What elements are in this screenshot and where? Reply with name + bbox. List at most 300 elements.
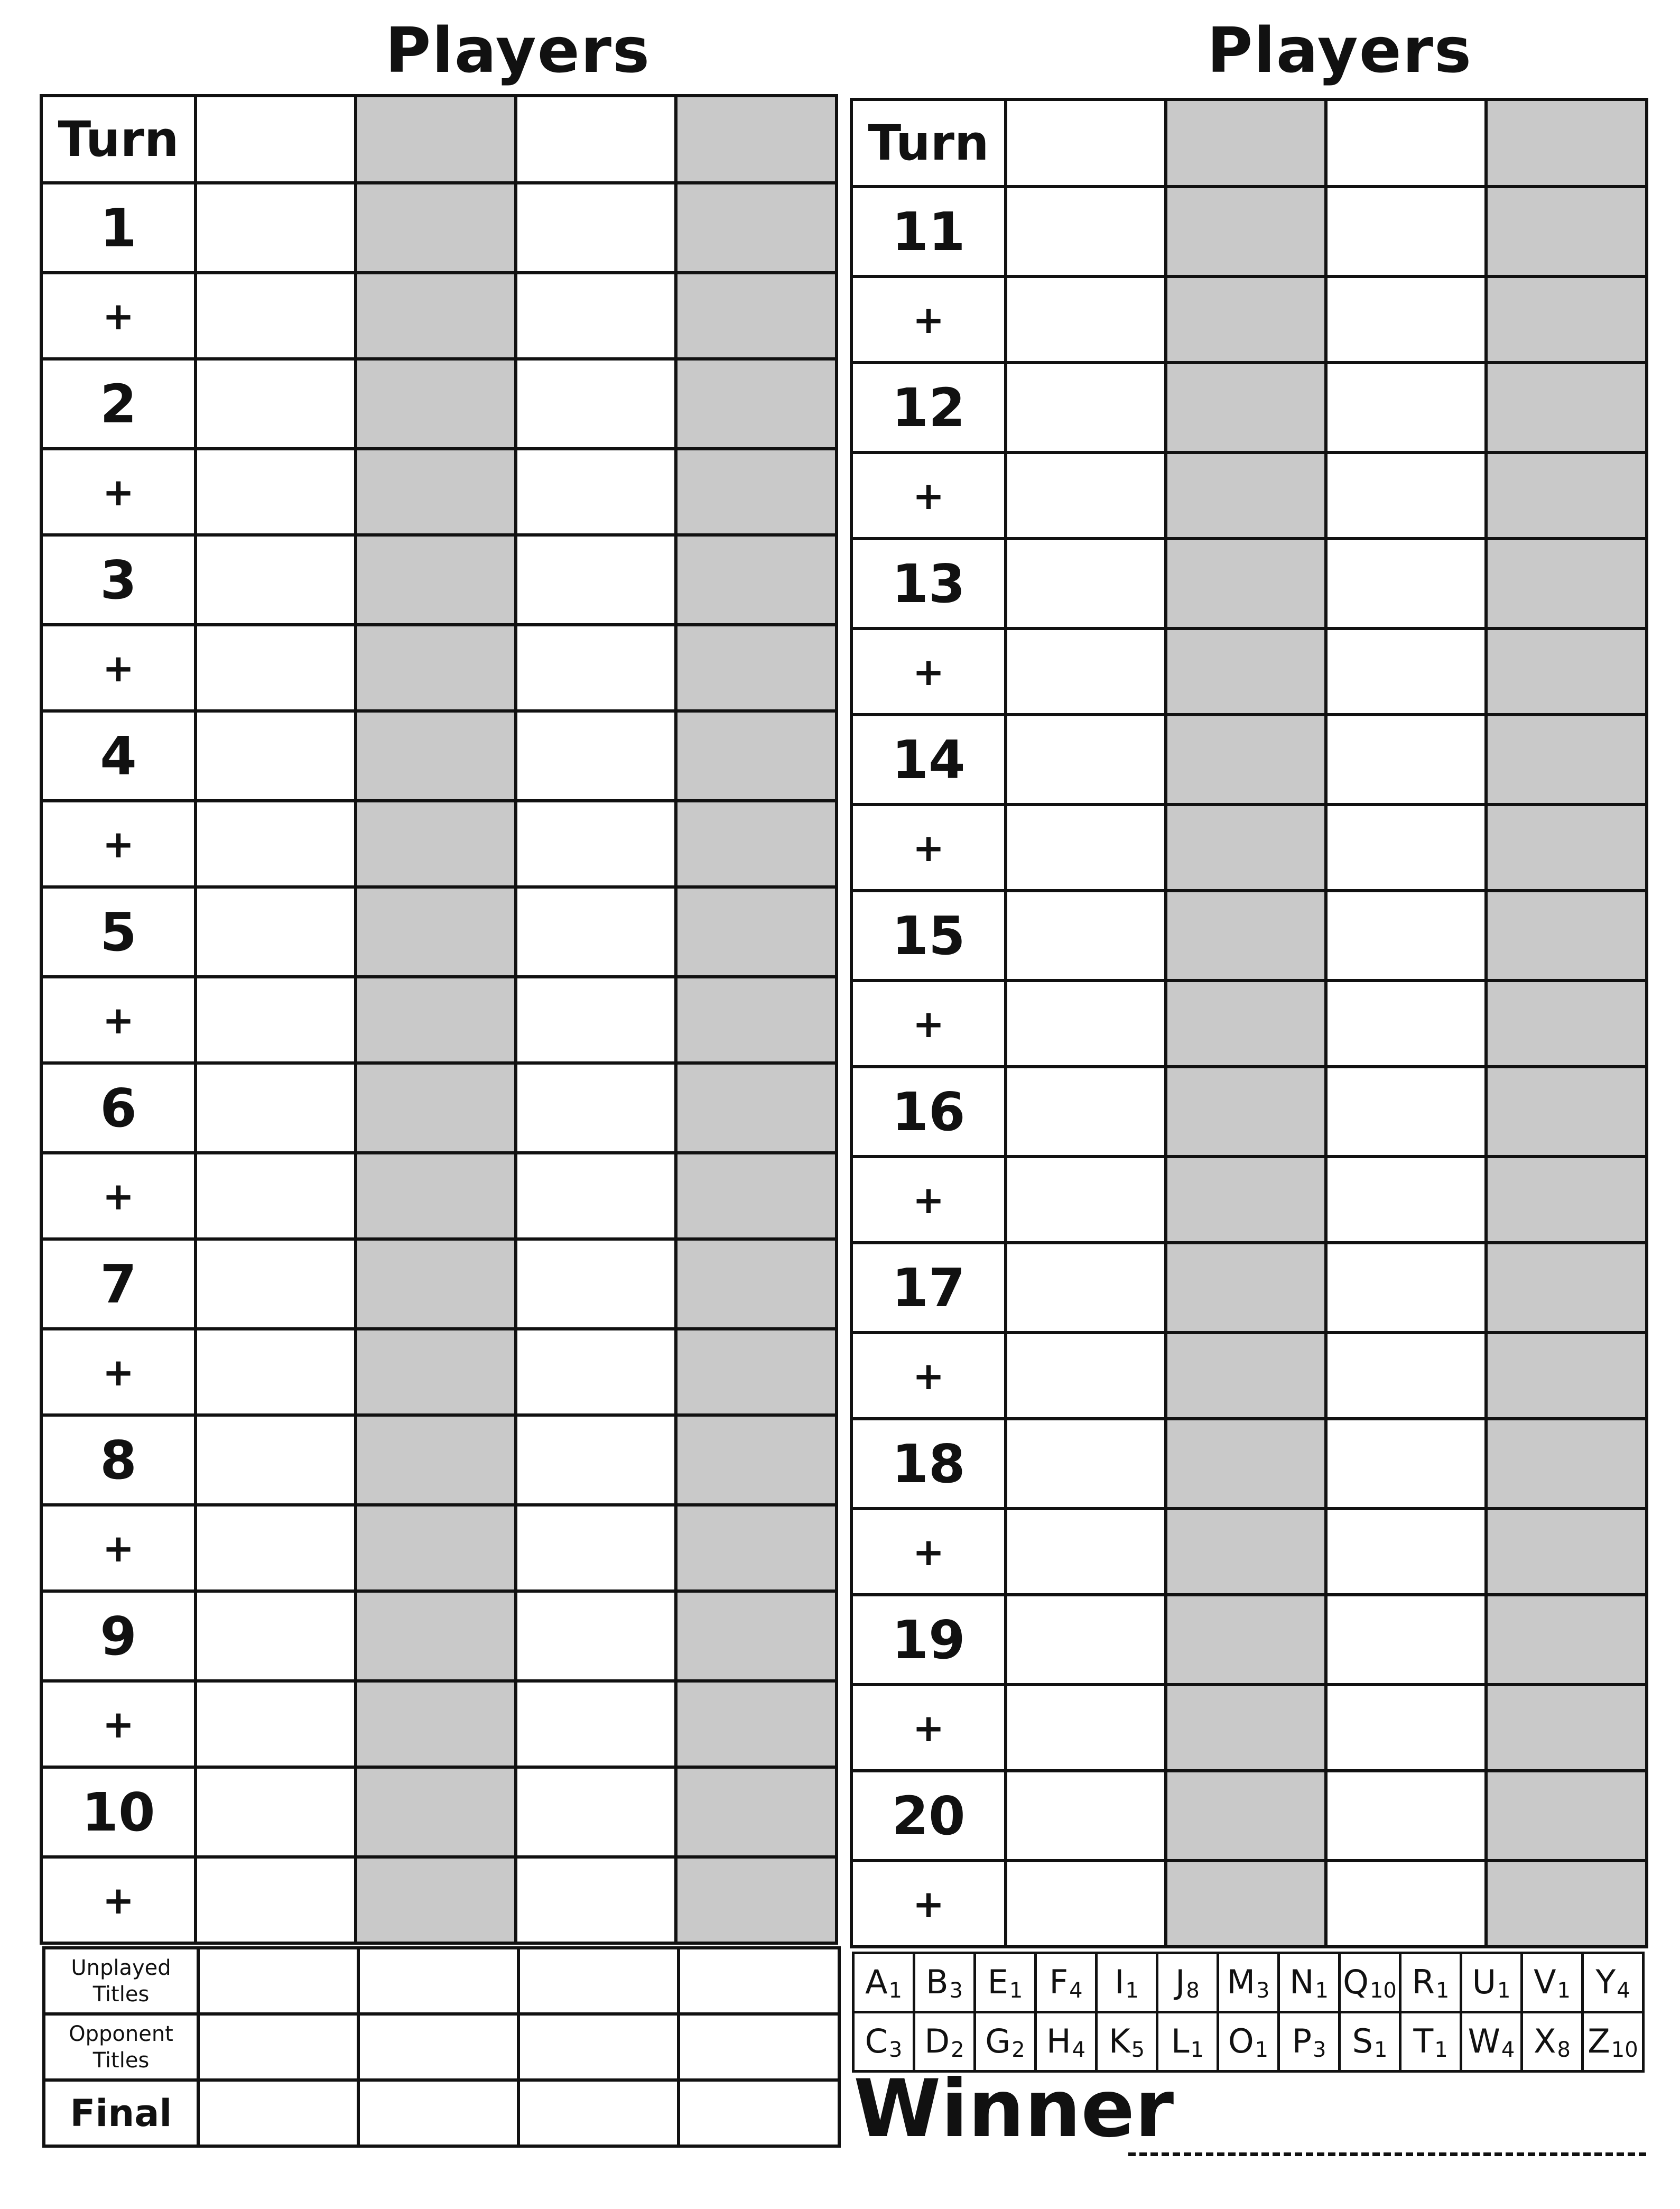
tile-value: 10 — [1611, 2037, 1638, 2062]
tile-letter: U — [1472, 1962, 1496, 2001]
right-score-grid — [850, 98, 1648, 1948]
unplayed-titles-cell-p1[interactable] — [198, 1948, 358, 2014]
left-bonus-row — [41, 801, 837, 887]
left-score-cell-p4[interactable] — [676, 535, 837, 625]
tile-letter: T — [1413, 2021, 1434, 2060]
left-player-name-cell-1[interactable] — [196, 96, 356, 183]
right-turn-cell: 15 — [851, 891, 1006, 981]
right-score-cell-p2[interactable] — [1166, 1419, 1326, 1509]
left-score-cell-p1[interactable] — [196, 711, 356, 801]
left-score-cell-p3[interactable] — [516, 183, 676, 273]
left-score-cell-p1[interactable] — [196, 1767, 356, 1857]
right-player-name-cell-1[interactable] — [1006, 99, 1166, 187]
left-score-cell-p4[interactable] — [676, 1857, 837, 1943]
left-turn-row — [41, 887, 837, 977]
right-score-cell-p2[interactable] — [1166, 1595, 1326, 1685]
left-score-cell-p4[interactable] — [676, 1329, 837, 1415]
left-bonus-row — [41, 1857, 837, 1943]
right-score-cell-p3[interactable] — [1326, 363, 1486, 452]
final-score-row — [44, 2080, 839, 2146]
tile-value: 1 — [1315, 1978, 1329, 2003]
left-score-cell-p3[interactable] — [516, 1505, 676, 1591]
right-score-cell-p3[interactable] — [1326, 452, 1486, 539]
right-score-cell-p4[interactable] — [1486, 187, 1647, 276]
right-score-cell-p3[interactable] — [1326, 1157, 1486, 1243]
final-score-cell-p1[interactable] — [198, 2080, 358, 2146]
left-score-cell-p4[interactable] — [676, 977, 837, 1063]
tile-letter: V — [1534, 1962, 1556, 2001]
right-turn-cell: + — [851, 276, 1006, 363]
right-score-cell-p2[interactable] — [1166, 1509, 1326, 1595]
left-score-cell-p2[interactable] — [356, 1505, 516, 1591]
left-score-cell-p4[interactable] — [676, 801, 837, 887]
tile-letter: K — [1108, 2021, 1130, 2060]
left-score-cell-p2[interactable] — [356, 625, 516, 711]
left-score-cell-p3[interactable] — [516, 801, 676, 887]
right-score-cell-p1[interactable] — [1006, 1157, 1166, 1243]
right-score-cell-p4[interactable] — [1486, 805, 1647, 891]
left-score-cell-p4[interactable] — [676, 273, 837, 359]
opponent-titles-label-line: Opponent — [69, 2021, 173, 2046]
right-score-cell-p2[interactable] — [1166, 276, 1326, 363]
left-score-cell-p4[interactable] — [676, 1591, 837, 1681]
right-score-cell-p1[interactable] — [1006, 805, 1166, 891]
unplayed-titles-cell-p3[interactable] — [518, 1948, 679, 2014]
right-score-cell-p2[interactable] — [1166, 981, 1326, 1067]
left-turn-cell: 2 — [41, 359, 196, 449]
left-score-cell-p3[interactable] — [516, 887, 676, 977]
right-score-cell-p4[interactable] — [1486, 981, 1647, 1067]
right-score-cell-p2[interactable] — [1166, 452, 1326, 539]
left-score-cell-p2[interactable] — [356, 1857, 516, 1943]
left-score-cell-p2[interactable] — [356, 1415, 516, 1505]
left-turn-cell: + — [41, 1153, 196, 1239]
left-score-cell-p3[interactable] — [516, 711, 676, 801]
tile-value: 1 — [1435, 1978, 1450, 2003]
right-score-cell-p1[interactable] — [1006, 363, 1166, 452]
right-score-cell-p3[interactable] — [1326, 1771, 1486, 1861]
tile-value: 2 — [1011, 2037, 1025, 2062]
left-turn-cell: 10 — [41, 1767, 196, 1857]
right-score-cell-p3[interactable] — [1326, 1419, 1486, 1509]
right-score-cell-p1[interactable] — [1006, 1861, 1166, 1947]
left-score-cell-p1[interactable] — [196, 801, 356, 887]
right-score-cell-p3[interactable] — [1326, 891, 1486, 981]
opponent-titles-label-line: Titles — [92, 2048, 150, 2073]
right-score-cell-p3[interactable] — [1326, 1333, 1486, 1419]
left-score-cell-p4[interactable] — [676, 359, 837, 449]
tile-value: 4 — [1617, 1978, 1630, 2003]
right-bonus-row — [851, 276, 1647, 363]
left-players-heading: Players — [385, 14, 651, 87]
right-score-cell-p4[interactable] — [1486, 1157, 1647, 1243]
right-score-cell-p4[interactable] — [1486, 628, 1647, 715]
right-score-cell-p3[interactable] — [1326, 1685, 1486, 1771]
right-bonus-row — [851, 1861, 1647, 1947]
left-score-cell-p3[interactable] — [516, 1591, 676, 1681]
left-score-cell-p2[interactable] — [356, 711, 516, 801]
tile-letter: Z — [1588, 2021, 1610, 2060]
left-turn-cell: 4 — [41, 711, 196, 801]
left-score-cell-p3[interactable] — [516, 273, 676, 359]
left-bonus-row — [41, 449, 837, 535]
letter-tile — [1522, 2012, 1583, 2072]
summary-grid — [42, 1946, 841, 2148]
right-score-cell-p4[interactable] — [1486, 1509, 1647, 1595]
right-player-name-cell-3[interactable] — [1326, 99, 1486, 187]
right-turn-row — [851, 715, 1647, 805]
tile-value: 3 — [1312, 2037, 1326, 2062]
right-score-cell-p3[interactable] — [1326, 628, 1486, 715]
left-turn-row — [41, 359, 837, 449]
right-score-cell-p2[interactable] — [1166, 187, 1326, 276]
tile-letter: Q — [1343, 1962, 1369, 2001]
tile-value: 1 — [1255, 2037, 1269, 2062]
tile-value: 8 — [1186, 1978, 1200, 2003]
final-score-label-line: Final — [70, 2091, 172, 2135]
final-score-cell-p3[interactable] — [518, 2080, 679, 2146]
tile-value: 1 — [1125, 1978, 1139, 2003]
left-score-cell-p2[interactable] — [356, 273, 516, 359]
left-score-cell-p4[interactable] — [676, 1153, 837, 1239]
left-score-cell-p1[interactable] — [196, 625, 356, 711]
right-score-cell-p4[interactable] — [1486, 1419, 1647, 1509]
tile-letter: X — [1534, 2021, 1556, 2060]
left-score-cell-p3[interactable] — [516, 1857, 676, 1943]
opponent-titles-cell-p3[interactable] — [518, 2014, 679, 2080]
opponent-titles-label — [44, 2014, 198, 2080]
left-score-cell-p3[interactable] — [516, 977, 676, 1063]
left-turn-cell: + — [41, 625, 196, 711]
right-score-cell-p2[interactable] — [1166, 363, 1326, 452]
opponent-titles-cell-p2[interactable] — [358, 2014, 518, 2080]
left-score-cell-p4[interactable] — [676, 1681, 837, 1767]
left-score-cell-p2[interactable] — [356, 977, 516, 1063]
left-score-cell-p4[interactable] — [676, 1239, 837, 1329]
right-score-cell-p2[interactable] — [1166, 891, 1326, 981]
letter-tile — [1340, 2012, 1400, 2072]
right-score-cell-p3[interactable] — [1326, 539, 1486, 628]
right-turn-row — [851, 363, 1647, 452]
left-score-cell-p4[interactable] — [676, 887, 837, 977]
left-score-cell-p1[interactable] — [196, 1063, 356, 1153]
tile-letter: D — [924, 2021, 950, 2060]
right-score-cell-p4[interactable] — [1486, 1243, 1647, 1333]
right-score-cell-p1[interactable] — [1006, 276, 1166, 363]
right-score-cell-p3[interactable] — [1326, 276, 1486, 363]
letter-values-row1 — [853, 1953, 1644, 2012]
left-score-cell-p1[interactable] — [196, 1857, 356, 1943]
right-score-cell-p4[interactable] — [1486, 1333, 1647, 1419]
right-score-cell-p3[interactable] — [1326, 1595, 1486, 1685]
winner-name-line[interactable] — [1128, 2152, 1646, 2156]
tile-value: 1 — [1009, 1978, 1023, 2003]
left-bonus-row — [41, 1681, 837, 1767]
left-score-cell-p4[interactable] — [676, 183, 837, 273]
left-score-cell-p3[interactable] — [516, 625, 676, 711]
left-score-cell-p3[interactable] — [516, 1415, 676, 1505]
left-score-cell-p4[interactable] — [676, 1505, 837, 1591]
right-turn-cell: + — [851, 628, 1006, 715]
left-score-cell-p3[interactable] — [516, 1239, 676, 1329]
left-score-cell-p4[interactable] — [676, 449, 837, 535]
left-score-cell-p2[interactable] — [356, 1063, 516, 1153]
left-score-cell-p3[interactable] — [516, 535, 676, 625]
right-score-cell-p4[interactable] — [1486, 1067, 1647, 1157]
left-score-cell-p2[interactable] — [356, 183, 516, 273]
right-score-cell-p1[interactable] — [1006, 1333, 1166, 1419]
right-score-cell-p3[interactable] — [1326, 805, 1486, 891]
left-score-cell-p2[interactable] — [356, 1239, 516, 1329]
unplayed-titles-label-line: Unplayed — [71, 1955, 171, 1980]
left-turn-cell: 5 — [41, 887, 196, 977]
right-turn-row — [851, 891, 1647, 981]
right-turn-cell: 13 — [851, 539, 1006, 628]
tile-letter: O — [1228, 2021, 1254, 2060]
final-score-cell-p2[interactable] — [358, 2080, 518, 2146]
left-turn-cell: + — [41, 1329, 196, 1415]
left-turn-cell: + — [41, 801, 196, 887]
right-score-cell-p2[interactable] — [1166, 1243, 1326, 1333]
unplayed-titles-cell-p2[interactable] — [358, 1948, 518, 2014]
right-score-cell-p3[interactable] — [1326, 715, 1486, 805]
tile-letter: N — [1289, 1962, 1314, 2001]
opponent-titles-cell-p4[interactable] — [679, 2014, 839, 2080]
left-score-cell-p2[interactable] — [356, 449, 516, 535]
left-score-cell-p3[interactable] — [516, 359, 676, 449]
opponent-titles-row — [44, 2014, 839, 2080]
right-score-cell-p1[interactable] — [1006, 981, 1166, 1067]
letter-tile — [1400, 1953, 1461, 2012]
right-score-cell-p2[interactable] — [1166, 1333, 1326, 1419]
left-score-cell-p3[interactable] — [516, 1063, 676, 1153]
left-score-cell-p3[interactable] — [516, 1681, 676, 1767]
right-score-cell-p2[interactable] — [1166, 1067, 1326, 1157]
left-score-cell-p1[interactable] — [196, 183, 356, 273]
right-score-cell-p4[interactable] — [1486, 363, 1647, 452]
tile-letter: C — [865, 2021, 888, 2060]
right-turn-row — [851, 1771, 1647, 1861]
tile-value: 3 — [1256, 1978, 1270, 2003]
left-score-cell-p1[interactable] — [196, 1329, 356, 1415]
right-turn-cell: 17 — [851, 1243, 1006, 1333]
tile-letter: Y — [1595, 1962, 1616, 2001]
left-turn-cell: 1 — [41, 183, 196, 273]
left-score-cell-p3[interactable] — [516, 1329, 676, 1415]
left-score-cell-p2[interactable] — [356, 359, 516, 449]
right-turn-row — [851, 1067, 1647, 1157]
left-turn-cell: 6 — [41, 1063, 196, 1153]
right-score-cell-p2[interactable] — [1166, 1771, 1326, 1861]
left-turn-cell: 9 — [41, 1591, 196, 1681]
right-score-cell-p1[interactable] — [1006, 628, 1166, 715]
letter-tile — [1583, 2012, 1644, 2072]
right-score-cell-p1[interactable] — [1006, 1243, 1166, 1333]
letter-values-grid — [852, 1952, 1645, 2073]
left-score-cell-p4[interactable] — [676, 625, 837, 711]
unplayed-titles-label — [44, 1948, 198, 2014]
right-score-cell-p1[interactable] — [1006, 1685, 1166, 1771]
right-score-cell-p1[interactable] — [1006, 891, 1166, 981]
left-score-cell-p1[interactable] — [196, 1153, 356, 1239]
left-score-cell-p3[interactable] — [516, 1767, 676, 1857]
final-score-cell-p4[interactable] — [679, 2080, 839, 2146]
right-score-cell-p4[interactable] — [1486, 276, 1647, 363]
right-bonus-row — [851, 805, 1647, 891]
right-score-cell-p2[interactable] — [1166, 628, 1326, 715]
right-score-cell-p2[interactable] — [1166, 715, 1326, 805]
left-score-cell-p2[interactable] — [356, 1591, 516, 1681]
left-score-cell-p1[interactable] — [196, 1591, 356, 1681]
right-turn-row — [851, 539, 1647, 628]
left-bonus-row — [41, 1505, 837, 1591]
right-bonus-row — [851, 628, 1647, 715]
left-header-row — [41, 96, 837, 183]
tile-value: 1 — [1497, 1978, 1511, 2003]
left-score-cell-p2[interactable] — [356, 1153, 516, 1239]
right-score-cell-p4[interactable] — [1486, 1685, 1647, 1771]
left-player-name-cell-3[interactable] — [516, 96, 676, 183]
left-turn-cell: 8 — [41, 1415, 196, 1505]
left-turn-row — [41, 711, 837, 801]
right-turn-cell: + — [851, 1157, 1006, 1243]
left-score-cell-p4[interactable] — [676, 1767, 837, 1857]
left-score-cell-p2[interactable] — [356, 535, 516, 625]
unplayed-titles-row — [44, 1948, 839, 2014]
left-score-cell-p2[interactable] — [356, 801, 516, 887]
right-turn-cell: + — [851, 452, 1006, 539]
right-score-cell-p4[interactable] — [1486, 539, 1647, 628]
right-bonus-row — [851, 1685, 1647, 1771]
right-score-cell-p3[interactable] — [1326, 1067, 1486, 1157]
right-score-cell-p4[interactable] — [1486, 1861, 1647, 1947]
right-turn-cell: 12 — [851, 363, 1006, 452]
letter-tile — [975, 1953, 1036, 2012]
right-score-cell-p2[interactable] — [1166, 1685, 1326, 1771]
left-score-cell-p4[interactable] — [676, 1415, 837, 1505]
left-score-cell-p1[interactable] — [196, 1681, 356, 1767]
left-score-cell-p1[interactable] — [196, 977, 356, 1063]
right-turn-cell: + — [851, 1333, 1006, 1419]
right-score-cell-p2[interactable] — [1166, 539, 1326, 628]
left-score-cell-p1[interactable] — [196, 1239, 356, 1329]
right-score-cell-p3[interactable] — [1326, 187, 1486, 276]
left-turn-cell: + — [41, 1857, 196, 1943]
tile-value: 8 — [1557, 2037, 1571, 2062]
right-score-cell-p1[interactable] — [1006, 452, 1166, 539]
right-score-cell-p1[interactable] — [1006, 1419, 1166, 1509]
right-score-cell-p4[interactable] — [1486, 1771, 1647, 1861]
right-players-heading: Players — [1206, 14, 1473, 87]
final-score-label — [44, 2080, 198, 2146]
right-score-cell-p1[interactable] — [1006, 1509, 1166, 1595]
left-score-cell-p2[interactable] — [356, 1329, 516, 1415]
right-score-cell-p4[interactable] — [1486, 452, 1647, 539]
left-player-name-cell-2[interactable] — [356, 96, 516, 183]
right-turn-cell: + — [851, 1509, 1006, 1595]
right-player-name-cell-4[interactable] — [1486, 99, 1647, 187]
left-score-cell-p2[interactable] — [356, 1681, 516, 1767]
tile-value: 2 — [951, 2037, 964, 2062]
right-score-cell-p3[interactable] — [1326, 981, 1486, 1067]
right-score-cell-p4[interactable] — [1486, 891, 1647, 981]
left-turn-row — [41, 1591, 837, 1681]
right-turn-cell: 16 — [851, 1067, 1006, 1157]
left-score-cell-p4[interactable] — [676, 711, 837, 801]
opponent-titles-cell-p1[interactable] — [198, 2014, 358, 2080]
right-score-cell-p1[interactable] — [1006, 1067, 1166, 1157]
left-score-cell-p3[interactable] — [516, 449, 676, 535]
right-turn-row — [851, 1419, 1647, 1509]
right-score-cell-p1[interactable] — [1006, 1595, 1166, 1685]
right-player-name-cell-2[interactable] — [1166, 99, 1326, 187]
right-turn-cell: 14 — [851, 715, 1006, 805]
right-score-cell-p2[interactable] — [1166, 1861, 1326, 1947]
left-score-cell-p4[interactable] — [676, 1063, 837, 1153]
right-score-cell-p3[interactable] — [1326, 1509, 1486, 1595]
left-turn-row — [41, 183, 837, 273]
left-turn-cell: + — [41, 977, 196, 1063]
right-score-cell-p1[interactable] — [1006, 715, 1166, 805]
tile-letter: W — [1468, 2021, 1500, 2060]
right-bonus-row — [851, 452, 1647, 539]
letter-tile — [1279, 1953, 1340, 2012]
tile-value: 1 — [888, 1978, 902, 2003]
letter-tile — [1340, 1953, 1400, 2012]
right-score-cell-p1[interactable] — [1006, 187, 1166, 276]
tile-letter: P — [1292, 2021, 1312, 2060]
right-score-cell-p1[interactable] — [1006, 1771, 1166, 1861]
left-score-cell-p1[interactable] — [196, 535, 356, 625]
right-score-cell-p2[interactable] — [1166, 1157, 1326, 1243]
right-score-cell-p4[interactable] — [1486, 715, 1647, 805]
right-turn-cell: Turn — [851, 99, 1006, 187]
left-turn-cell: + — [41, 1681, 196, 1767]
right-score-cell-p3[interactable] — [1326, 1861, 1486, 1947]
right-turn-cell: 18 — [851, 1419, 1006, 1509]
left-score-cell-p1[interactable] — [196, 449, 356, 535]
letter-tile — [1036, 1953, 1097, 2012]
right-score-cell-p3[interactable] — [1326, 1243, 1486, 1333]
unplayed-titles-cell-p4[interactable] — [679, 1948, 839, 2014]
left-player-name-cell-4[interactable] — [676, 96, 837, 183]
left-turn-cell: 3 — [41, 535, 196, 625]
left-bonus-row — [41, 1153, 837, 1239]
left-bonus-row — [41, 1329, 837, 1415]
tile-value: 4 — [1069, 1978, 1083, 2003]
left-score-cell-p1[interactable] — [196, 887, 356, 977]
tile-value: 4 — [1501, 2037, 1515, 2062]
left-score-cell-p1[interactable] — [196, 359, 356, 449]
right-score-cell-p1[interactable] — [1006, 539, 1166, 628]
tile-letter: J — [1175, 1962, 1185, 2001]
left-score-cell-p1[interactable] — [196, 1415, 356, 1505]
left-score-cell-p1[interactable] — [196, 1505, 356, 1591]
left-score-cell-p2[interactable] — [356, 887, 516, 977]
right-score-cell-p4[interactable] — [1486, 1595, 1647, 1685]
tile-letter: E — [987, 1962, 1008, 2001]
winner-label: Winner — [853, 2063, 1174, 2155]
right-bonus-row — [851, 1157, 1647, 1243]
right-turn-cell: + — [851, 805, 1006, 891]
tile-letter: B — [926, 1962, 949, 2001]
letter-tile — [1157, 1953, 1218, 2012]
tile-letter: I — [1115, 1962, 1125, 2001]
left-score-cell-p3[interactable] — [516, 1153, 676, 1239]
left-score-cell-p2[interactable] — [356, 1767, 516, 1857]
left-score-cell-p1[interactable] — [196, 273, 356, 359]
right-score-cell-p2[interactable] — [1166, 805, 1326, 891]
